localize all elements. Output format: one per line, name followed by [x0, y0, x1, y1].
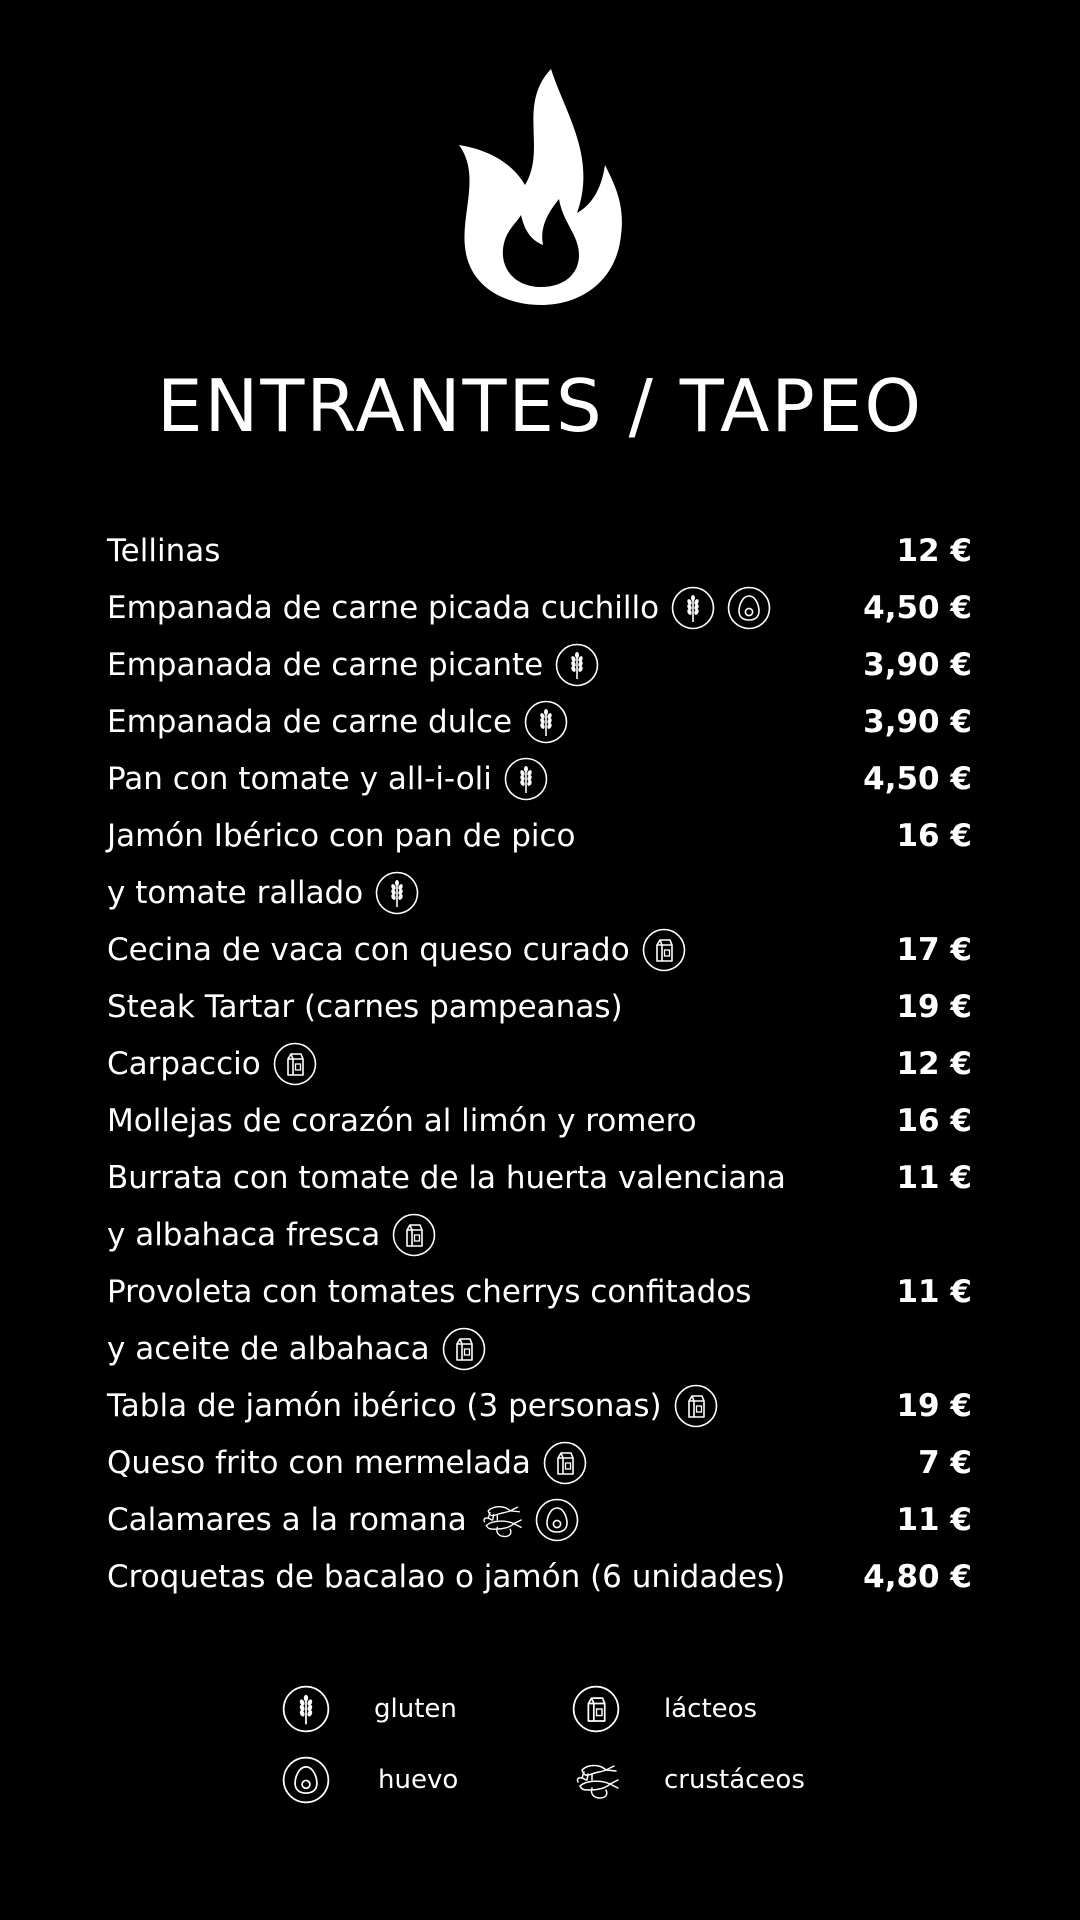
gluten-icon [282, 1685, 330, 1733]
menu-item-price: 19 € [896, 1387, 972, 1424]
menu-row [107, 1377, 972, 1434]
egg-icon [282, 1756, 330, 1804]
menu-row [107, 1092, 972, 1149]
gluten-icon [504, 757, 548, 801]
menu-item-name: Empanada de carne picante [107, 646, 544, 683]
menu-item [107, 757, 548, 801]
menu-row [107, 1548, 972, 1605]
menu-item [107, 989, 623, 1025]
menu-row [107, 636, 972, 693]
milk-carton-icon [392, 1213, 436, 1257]
menu-item-name: y albahaca fresca [107, 1216, 381, 1253]
menu-row [107, 1149, 972, 1206]
legend-label: lácteos [664, 1694, 758, 1724]
menu-item-name: Cecina de vaca con queso curado [107, 931, 630, 968]
menu-item [107, 1213, 436, 1257]
menu-row [107, 693, 972, 750]
menu-row [107, 864, 972, 921]
menu-item [107, 818, 576, 854]
menu-item-name: y aceite de albahaca [107, 1330, 430, 1367]
menu-item [107, 871, 419, 915]
menu-row [107, 1035, 972, 1092]
page-title: ENTRANTES / TAPEO [157, 364, 923, 448]
menu-item-price: 3,90 € [863, 646, 972, 683]
gluten-icon [555, 643, 599, 687]
milk-carton-icon [572, 1685, 620, 1733]
menu-item-price: 11 € [896, 1273, 972, 1310]
menu-item [107, 643, 599, 687]
menu-item-name: Croquetas de bacalao o jamón (6 unidades) [107, 1558, 786, 1595]
gluten-icon [375, 871, 419, 915]
menu-item [107, 1559, 785, 1595]
menu-item-price: 11 € [896, 1159, 972, 1196]
menu-item-name: Calamares a la romana [107, 1501, 467, 1538]
menu-item-price: 12 € [896, 1045, 972, 1082]
menu-item-price: 4,80 € [863, 1558, 972, 1595]
menu-item-name: Queso frito con mermelada [107, 1444, 531, 1481]
menu-item-price: 16 € [896, 1102, 972, 1139]
menu-item-name: Empanada de carne dulce [107, 703, 513, 740]
menu-row [107, 807, 972, 864]
menu-item-price: 4,50 € [863, 589, 972, 626]
menu-item-name: Jamón Ibérico con pan de pico [107, 817, 576, 854]
legend-label: huevo [378, 1765, 459, 1795]
menu-row [107, 1491, 972, 1548]
legend-label: crustáceos [664, 1765, 805, 1795]
menu-item-name: Pan con tomate y all-i-oli [107, 760, 492, 797]
allergen-legend [280, 1685, 840, 1825]
menu-item-price: 7 € [918, 1444, 972, 1481]
menu-row [107, 750, 972, 807]
menu-item [107, 533, 220, 569]
menu-row [107, 522, 972, 579]
gluten-icon [524, 700, 568, 744]
milk-carton-icon [642, 928, 686, 972]
menu-item [107, 1160, 786, 1196]
menu-item-name: Carpaccio [107, 1045, 261, 1082]
menu-item-name: Mollejas de corazón al limón y romero [107, 1102, 697, 1139]
legend-item-crustaceos [572, 1756, 805, 1804]
menu-item-price: 16 € [896, 817, 972, 854]
menu-item [107, 928, 686, 972]
legend-item-lacteos [572, 1685, 757, 1733]
menu-item-price: 3,90 € [863, 703, 972, 740]
menu-item-name: Provoleta con tomates cherrys confitados [107, 1273, 752, 1310]
menu-item-name: Steak Tartar (carnes pampeanas) [107, 988, 623, 1025]
menu-item-price: 12 € [896, 532, 972, 569]
menu-item [107, 1274, 751, 1310]
menu-item-price: 4,50 € [863, 760, 972, 797]
menu-item-name: Burrata con tomate de la huerta valenciana [107, 1159, 786, 1196]
legend-label: gluten [374, 1694, 457, 1724]
menu-item [107, 1103, 697, 1139]
shrimp-icon [479, 1498, 523, 1542]
menu-item [107, 1384, 718, 1428]
menu-item [107, 1042, 317, 1086]
menu-item-name: y tomate rallado [107, 874, 364, 911]
menu-item [107, 700, 568, 744]
flame-icon [455, 65, 625, 305]
menu-row [107, 579, 972, 636]
egg-icon [535, 1498, 579, 1542]
shrimp-icon [572, 1756, 620, 1804]
milk-carton-icon [273, 1042, 317, 1086]
egg-icon [727, 586, 771, 630]
menu-item [107, 1441, 587, 1485]
milk-carton-icon [543, 1441, 587, 1485]
menu-item-price: 17 € [896, 931, 972, 968]
menu-item [107, 1327, 486, 1371]
menu-row [107, 1263, 972, 1320]
menu-item-name: Tabla de jamón ibérico (3 personas) [107, 1387, 662, 1424]
milk-carton-icon [442, 1327, 486, 1371]
menu-item-price: 11 € [896, 1501, 972, 1538]
legend-item-huevo [282, 1756, 458, 1804]
legend-item-gluten [282, 1685, 457, 1733]
menu-item-name: Empanada de carne picada cuchillo [107, 589, 660, 626]
menu-row [107, 1434, 972, 1491]
menu-row [107, 921, 972, 978]
menu-item-name: Tellinas [107, 532, 221, 569]
menu-item [107, 586, 771, 630]
menu-item-price: 19 € [896, 988, 972, 1025]
menu-list [107, 522, 972, 1605]
menu-row [107, 1320, 972, 1377]
menu-item [107, 1498, 579, 1542]
menu-row [107, 1206, 972, 1263]
milk-carton-icon [674, 1384, 718, 1428]
gluten-icon [671, 586, 715, 630]
menu-row [107, 978, 972, 1035]
